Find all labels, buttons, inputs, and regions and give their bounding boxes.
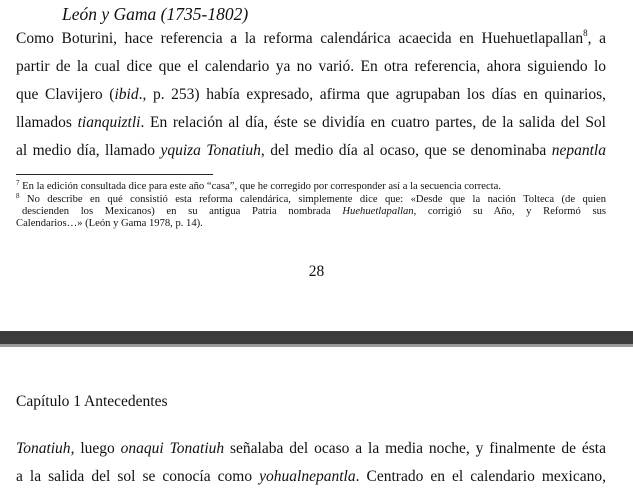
body-line-7: a la salida del sol se conocía como yohualnepantla. Centrado en el calendario mexicano, xyxy=(16,468,606,485)
body-line-5: al medio día, llamado yquiza Tonatiuh, del medio día al ocaso, que se denominaba nepantla xyxy=(16,142,606,159)
body-line-3: que Clavijero (ibid., p. 253) había expresado, afirma que agrupaban los días en quinarios, xyxy=(16,86,606,103)
chapter-running-header: Capítulo 1 Antecedentes xyxy=(16,393,168,410)
footnote-8-line-3: Calendarios…» (León y Gama 1978, p. 14). xyxy=(16,218,203,229)
section-heading: León y Gama (1735-1802) xyxy=(62,4,249,24)
footnote-ref-8[interactable]: 8 xyxy=(583,28,588,38)
body-line-6: Tonatiuh, luego onaqui Tonatiuh señalaba del ocaso a la media noche, y finalmente de ésta xyxy=(16,440,606,457)
page-break-shadow xyxy=(0,344,633,347)
body-line-1: Como Boturini, hace referencia a la reforma calendárica acaecida en Huehuetlapallan$^8$, a xyxy=(16,28,606,47)
footnote-7: $^7$ En la edición consultada dice para este año “casa”, que he corregido por corresponder así a la secuencia correcta. xyxy=(16,179,501,192)
body-line-4: llamados tianquiztli. En relación al día, éste se dividía en cuatro partes, de la salida del Sol xyxy=(16,114,606,131)
footnote-8-line-1: $^8$ No describe en qué consistió esta reforma calendárica, simplemente dice que: «Desde que la nación Tolteca (de quien xyxy=(16,192,606,205)
footnote-separator-rule xyxy=(16,174,213,175)
footnote-8-line-2: descienden los Mexicanos) en su antigua Patria nombrada Huehuetlapallan, corrigió su Año, y Reformó sus xyxy=(22,206,606,217)
page-break-bar xyxy=(0,331,633,344)
page-number: 28 xyxy=(308,263,325,280)
body-line-2: partir de la cual dice que el calendario ya no varió. En otra referencia, ahora siguiendo lo xyxy=(16,58,606,75)
